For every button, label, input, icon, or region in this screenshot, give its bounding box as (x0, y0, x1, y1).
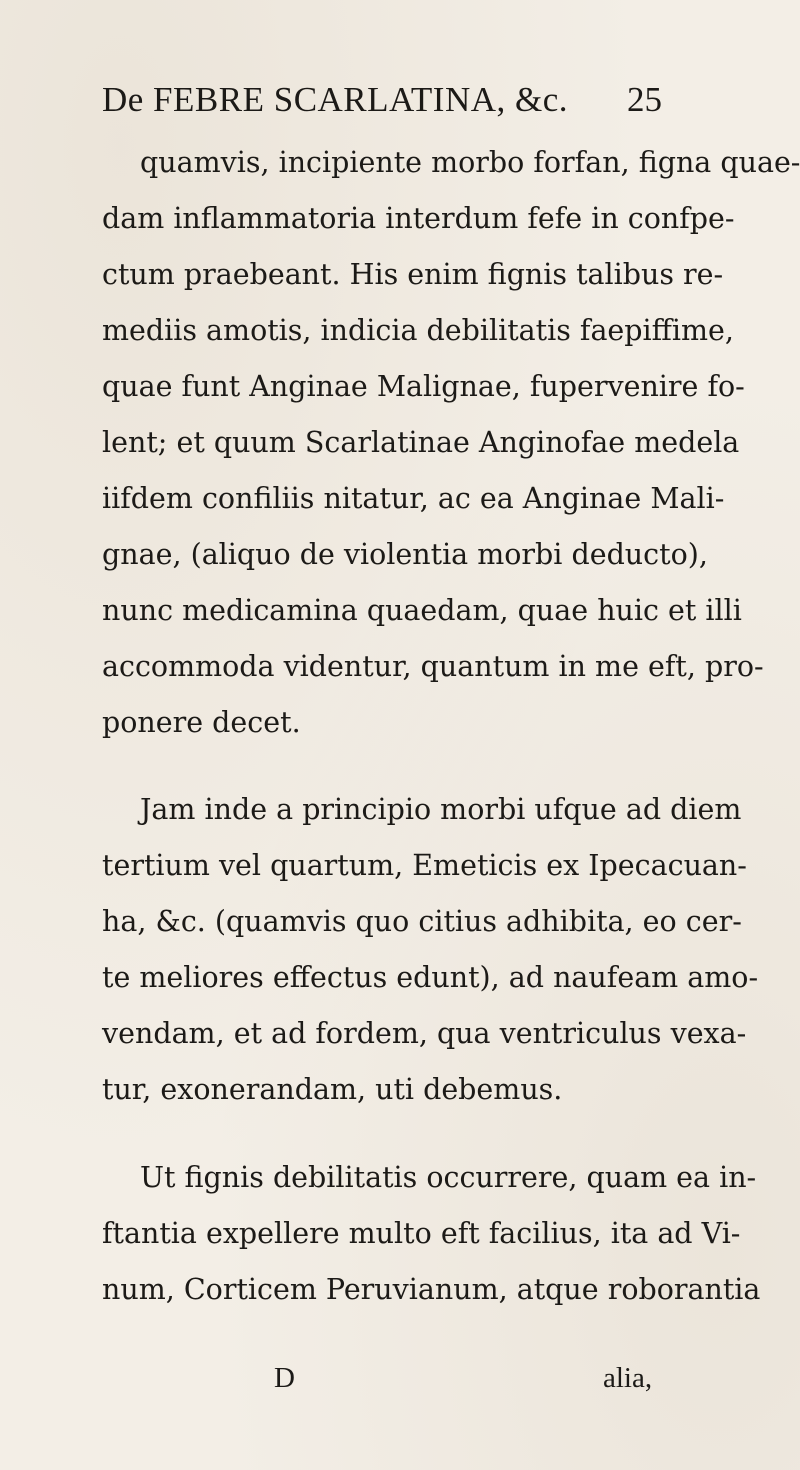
text-line: Jam inde a principio morbi ufque ad diem (140, 793, 742, 826)
text-line: tur, exonerandam, uti debemus. (102, 1073, 563, 1106)
text-line: ctum praebeant. His enim fignis talibus re- (102, 258, 724, 291)
text-line: dam inflammatoria interdum fefe in confpe- (102, 202, 735, 235)
text-line: iifdem confiliis nitatur, ac ea Anginae Mali- (102, 482, 725, 515)
text-line: te meliores effectus edunt), ad naufeam amo- (102, 961, 759, 994)
header-title: De FEBRE SCARLATINA, &c. (102, 80, 569, 119)
page-number: 25 (627, 80, 662, 119)
signature-mark: D (274, 1362, 295, 1394)
text-line: lent; et quum Scarlatinae Anginofae medela (102, 426, 740, 459)
text-line: num, Corticem Peruvianum, atque roborantia (102, 1273, 761, 1306)
text-line: ha, &c. (quamvis quo citius adhibita, eo cer- (102, 905, 742, 938)
text-line: ftantia expellere multo eft facilius, ita ad Vi- (102, 1217, 741, 1250)
text-line: mediis amotis, indicia debilitatis faepiffime, (102, 314, 734, 347)
running-header (102, 80, 662, 128)
text-line: vendam, et ad fordem, qua ventriculus vexa- (102, 1017, 747, 1050)
catchword: alia, (603, 1362, 653, 1394)
text-line: gnae, (aliquo de violentia morbi deducto), (102, 538, 708, 571)
text-line: Ut fignis debilitatis occurrere, quam ea in- (140, 1161, 757, 1194)
text-line: tertium vel quartum, Emeticis ex Ipecacuan- (102, 849, 747, 882)
text-line: ponere decet. (102, 706, 301, 739)
text-line: accommoda videntur, quantum in me eft, pro- (102, 650, 764, 683)
text-line: nunc medicamina quaedam, quae huic et illi (102, 594, 742, 627)
text-line: quae funt Anginae Malignae, fupervenire fo- (102, 370, 745, 403)
text-line: quamvis, incipiente morbo forfan, figna quae- (140, 146, 800, 179)
